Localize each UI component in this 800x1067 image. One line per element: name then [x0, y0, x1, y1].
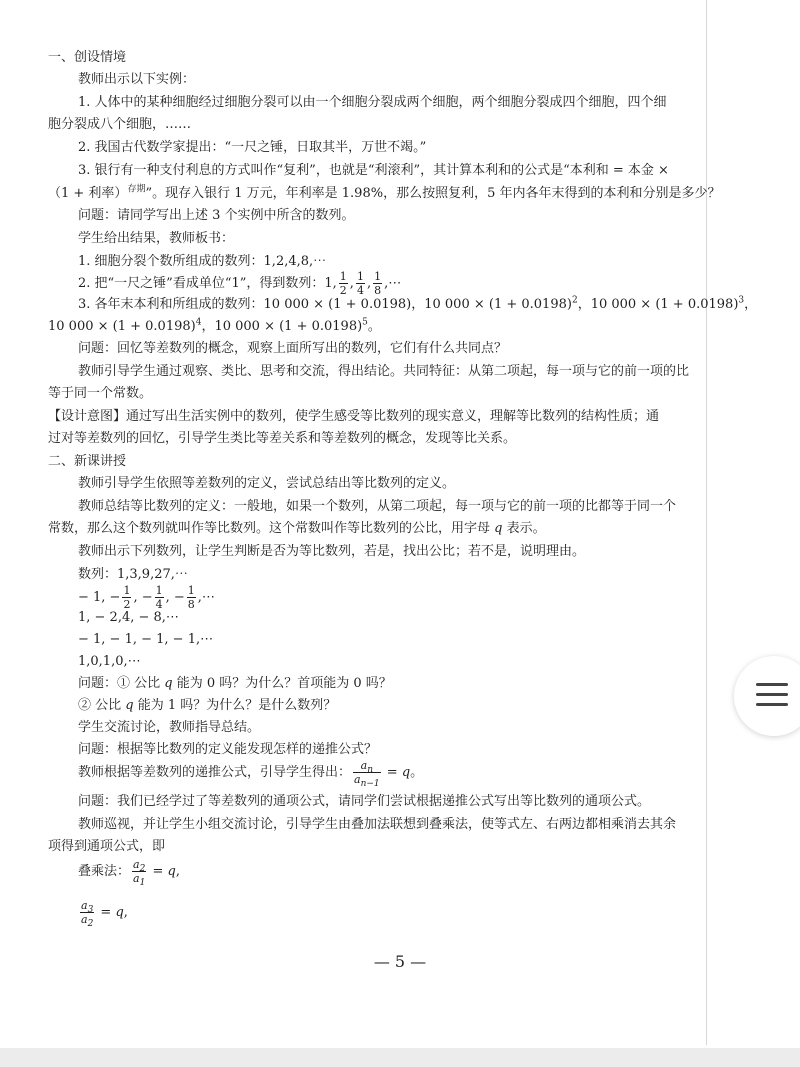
- fraction: $\frac{a_n}{a_{n-1}}$: [354, 759, 380, 790]
- text-line: 2. 我国古代数学家提出：“一尺之锤，日取其半，万世不竭。”: [78, 140, 427, 155]
- text-line: 问题：根据等比数列的定义能发现怎样的递推公式？: [78, 742, 378, 757]
- sequence-line: − 1, − 1, − 1, − 1,⋯: [78, 632, 214, 647]
- text-line: 1. 人体中的某种细胞经过细胞分裂可以由一个细胞分裂成两个细胞，两个细胞分裂成四个细胞，四个细: [78, 95, 667, 110]
- sequence-line-fractions: − 1, − $\frac{1}{2}$ , − $\frac{1}{4}$ , − $\frac{1}{8}$ ,⋯: [78, 584, 215, 611]
- text-line: 教师巡视，并让学生小组交流讨论，引导学生由叠加法联想到叠乘法，使等式左、右两边都相乘消去其余: [78, 817, 677, 832]
- text-line: 学生给出结果，教师板书：: [78, 231, 235, 246]
- sequence-line: 1, − 2,4, − 8,⋯: [78, 610, 179, 625]
- text-line: 等于同一个常数。: [48, 386, 153, 401]
- bottom-bar: [0, 1048, 800, 1067]
- text-line: 教师出示以下实例：: [78, 72, 196, 87]
- text-line: 1. 细胞分裂个数所组成的数列：1,2,4,8,⋯: [78, 254, 327, 269]
- sequence-line: 1,0,1,0,⋯: [78, 654, 141, 669]
- fraction: $\frac{1}{4}$: [155, 584, 163, 611]
- text-line: 教师总结等比数列的定义：一般地，如果一个数列，从第二项起，每一项与它的前一项的比都等于同一个: [78, 499, 677, 514]
- text-line: 项得到通项公式，即: [48, 839, 166, 854]
- fraction: $\frac{1}{8}$: [187, 584, 195, 611]
- text-fragment: ”。现存入银行 1 万元，年利率是 1.98%，那么按照复利，5 年内各年末得到的本利和分别是多少？: [145, 186, 721, 201]
- text-line: 教师出示下列数列，让学生判断是否为等比数列，若是，找出公比；若不是，说明理由。: [78, 544, 586, 559]
- text-line: 问题：请同学写出上述 3 个实例中所含的数列。: [78, 208, 355, 223]
- text-fragment: ,⋯: [384, 276, 402, 291]
- section-heading-2: 二、新课讲授: [48, 454, 127, 469]
- fraction: $\frac{a_3}{a_2}$: [81, 899, 94, 930]
- text-line: 常数，那么这个数列就叫作等比数列。这个常数叫作等比数列的公比，用字母 q 表示。: [48, 521, 546, 536]
- fraction: $\frac{1}{4}$: [356, 270, 364, 297]
- text-line: 3. 各年末本利和所组成的数列：10 000 × (1 + 0.0198)，10 $000 \times (1 + 0.0198)^2$，10 $000 \times (1 + 0.0198)^3$，: [78, 295, 758, 312]
- superscript: 存期: [127, 184, 146, 195]
- fraction: $\frac{1}{2}$: [123, 584, 131, 611]
- recursive-formula-line: 教师根据等差数列的递推公式，引导学生得出： $\frac{a_n}{a_{n-1}}$ = q。: [78, 759, 424, 790]
- text-line: 问题：① 公比 q 能为 0 吗？为什么？首项能为 0 吗？: [78, 676, 392, 691]
- text-line-fractions: 2. 把“一尺之锤”看成单位“1”，得到数列：1, $\frac{1}{2}$ , $\frac{1}{4}$ , $\frac{1}{8}$ ,⋯: [78, 270, 402, 297]
- text-fragment: 2. 把“一尺之锤”看成单位“1”，得到数列：1,: [78, 276, 337, 291]
- text-line: 3. 银行有一种支付利息的方式叫作“复利”，也就是“利滚利”，其计算本利和的公式是“本利和 = 本金 ×: [78, 163, 669, 178]
- fraction: $\frac{1}{2}$: [339, 270, 347, 297]
- formula-line: $\frac{a_3}{a_2}$ = q,: [81, 899, 128, 930]
- fraction: $\frac{a_2}{a_1}$: [133, 858, 146, 889]
- text-line: 胞分裂成八个细胞，……: [48, 117, 192, 132]
- text-line: 教师引导学生依照等差数列的定义，尝试总结出等比数列的定义。: [78, 476, 456, 491]
- section-heading-1: 一、创设情境: [48, 50, 127, 65]
- sequence-line: 数列：1,3,9,27,⋯: [78, 567, 188, 582]
- text-line: 问题：回忆等差数列的概念，观察上面所写出的数列，它们有什么共同点？: [78, 341, 508, 356]
- text-line: [48, 185, 720, 203]
- text-line: 10 $000 \times (1 + 0.0198)^4$，10 $000 \times (1 + 0.0198)^5$。: [48, 317, 381, 334]
- page-edge-line: [706, 0, 707, 1045]
- text-line: 问题：我们已经学过了等差数列的通项公式，请同学们尝试根据递推公式写出等比数列的通项公式。: [78, 794, 651, 809]
- page-number: — 5 —: [373, 952, 427, 971]
- text-line: 学生交流讨论，教师指导总结。: [78, 720, 261, 735]
- text-line: 教师引导学生通过观察、类比、思考和交流，得出结论。共同特征：从第二项起，每一项与它的前一项的比: [78, 364, 690, 379]
- multiplication-method-line: 叠乘法： $\frac{a_2}{a_1}$ = q,: [78, 858, 180, 889]
- fraction: $\frac{1}{8}$: [374, 270, 382, 297]
- design-intent-line: 【设计意图】通过写出生活实例中的数列，使学生感受等比数列的现实意义，理解等比数列的结构性质；通: [48, 409, 660, 424]
- text-line: 过对等差数列的回忆，引导学生类比等差关系和等差数列的概念，发现等比关系。: [48, 431, 517, 446]
- text-fragment: （1 + 利率）: [48, 186, 128, 201]
- text-line: ② 公比 q 能为 1 吗？为什么？是什么数列？: [78, 698, 337, 713]
